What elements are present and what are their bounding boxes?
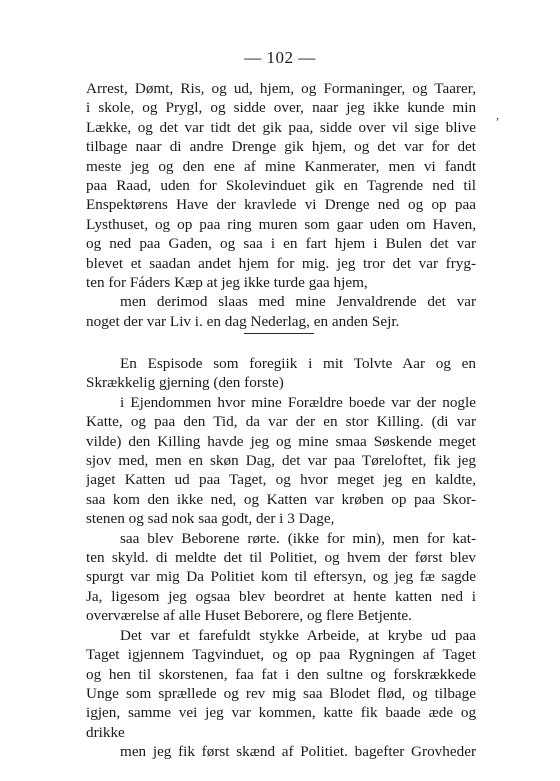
text-line: spurgt var mig Da Politiet kom til eftersyn, og jeg fæ sagde: [86, 568, 476, 586]
text-line: Ja, ligesom jeg ogsaa blev beordret at hente katten ned i: [86, 587, 476, 605]
text-line: ten skyld. di meldte det til Politiet, og hvem der først blev: [86, 549, 476, 567]
text-line: noget der var Liv i. en dag Nederlag, en anden Sejr.: [86, 312, 400, 330]
page-number: — 102 —: [244, 48, 316, 67]
text-line: paa Raad, uden for Skolevinduet gik en Tagrende ned til: [86, 177, 476, 195]
text-line: men derimod slaas med mine Jenvaldrende det var: [120, 293, 476, 311]
text-line: i skole, og Prygl, og sidde over, naar jeg ikke kunde min: [86, 99, 476, 117]
text-line: og hen til skorstenen, faa fat i den sultne og forskrækkede: [86, 665, 476, 683]
text-line: stenen og sad nok saa godt, der i 3 Dage,: [86, 510, 335, 528]
text-line: En Espisode som foregiik i mit Tolvte Aar og en: [120, 355, 476, 372]
text-line: og ned paa Gaden, og saa i en fart hjem i Bulen det var: [86, 235, 476, 253]
text-line: vilde) den Killing havde jeg og mine smaa Søskende meget: [86, 432, 476, 450]
section-2-paragraph: [86, 354, 476, 762]
text-line: i Ejendommen hvor mine Forældre boede var der nogle: [120, 393, 476, 411]
text-line: blevet et saadan andet hjem for mig. jeg tror det var fryg-: [86, 254, 476, 272]
text-line: tilbage naar di andre Drenge gik hjem, og det var for det: [86, 138, 476, 156]
section-1-paragraph: [86, 79, 476, 331]
text-line: saa kom den ikke ned, og Katten var krøben op paa Skor-: [86, 490, 476, 508]
text-line: Katte, og paa den Tid, da var der en stor Killing. (di var: [86, 413, 476, 431]
stray-ink-mark: ,: [496, 108, 499, 122]
text-line: jaget Katten ud paa Taget, og hvor meget jeg en kaldte,: [86, 471, 476, 489]
text-line: sjov med, men en skøn Dag, det var paa Tøreloftet, fik jeg: [86, 452, 476, 470]
text-line: Skrækkelig gjerning (den forste): [86, 374, 284, 392]
text-line: saa blev Beborene rørte. (ikke for min), men for kat-: [120, 529, 476, 547]
text-line: drikke: [86, 723, 125, 741]
section-divider: [244, 333, 314, 334]
text-line: Det var et farefuldt stykke Arbeide, at krybe ud paa: [120, 626, 476, 644]
text-line: Lysthuset, og op paa ring muren som gaar uden om Haven,: [86, 215, 476, 233]
text-line: overværelse af alle Huset Beborere, og flere Betjente.: [86, 607, 412, 625]
text-line: ten for Fáders Kæp at jeg ikke turde gaa hjem,: [86, 274, 368, 292]
text-line: meste jeg og den ene af mine Kanmerater, men vi fandt: [86, 157, 476, 175]
text-line: Enspektørens Have der kravlede vi Drenge ned og op paa: [86, 196, 476, 214]
text-line: Taget igjennem Tagvinduet, og op paa Rygningen af Taget: [86, 646, 476, 664]
text-line: men jeg fik først skænd af Politiet. bagefter Grovheder: [120, 743, 476, 761]
text-line: igjen, samme vei jeg var kommen, katte fik baade æde og: [86, 704, 476, 722]
text-line: Arrest, Dømt, Ris, og ud, hjem, og Formaninger, og Taarer,: [86, 80, 476, 97]
text-line: Lække, og det var tidt det gik paa, sidde over vil sige blive: [86, 118, 476, 136]
text-line: Unge som sprællede og rev mig saa Blodet flød, og tilbage: [86, 684, 476, 702]
